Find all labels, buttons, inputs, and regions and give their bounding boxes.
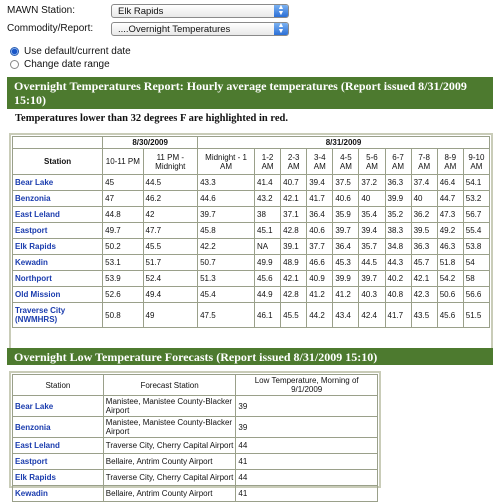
temperature-cell: 40 (411, 191, 437, 207)
temperature-cell: 47.3 (437, 207, 463, 223)
temperature-cell: 41.2 (333, 287, 359, 303)
temperature-cell: 42.2 (198, 239, 255, 255)
station-link[interactable]: Benzonia (13, 191, 103, 207)
forecast-station-link[interactable]: Elk Rapids (13, 470, 104, 486)
temperature-cell: 55.4 (463, 223, 489, 239)
temperature-cell: 43.4 (333, 303, 359, 328)
temperature-cell: 47.7 (143, 223, 198, 239)
temperature-cell: 39.9 (385, 191, 411, 207)
temperature-cell: 53.9 (103, 271, 143, 287)
temperature-cell: 39.7 (333, 223, 359, 239)
radio-change-label: Change date range (24, 59, 110, 70)
station-column-header: Station (13, 149, 103, 175)
hour-column-header: 3-4 AM (307, 149, 333, 175)
hour-column-header: 5-6 AM (359, 149, 385, 175)
forecast-low-cell: 41 (236, 486, 378, 502)
date2-header: 8/31/2009 (198, 137, 490, 149)
station-link[interactable]: Kewadin (13, 255, 103, 271)
forecast-source-cell: Bellaire, Antrim County Airport (103, 454, 236, 470)
temperature-cell: 51.8 (437, 255, 463, 271)
temperature-cell: 49.7 (103, 223, 143, 239)
temperature-cell: 34.8 (385, 239, 411, 255)
station-link[interactable]: Eastport (13, 223, 103, 239)
temperature-cell: 46.2 (143, 191, 198, 207)
station-select-value: Elk Rapids (118, 6, 164, 17)
temperature-cell: 45.6 (437, 303, 463, 328)
temperature-cell: 42 (143, 207, 198, 223)
table-row (13, 438, 378, 454)
temperature-cell: 47 (103, 191, 143, 207)
temperature-cell: 43.3 (198, 175, 255, 191)
temperature-cell: 45.7 (411, 255, 437, 271)
forecast-low-cell: 41 (236, 454, 378, 470)
temperature-cell: 42.8 (281, 223, 307, 239)
temperature-cell: 40.9 (307, 271, 333, 287)
table-row (13, 303, 490, 328)
report-title: Overnight Temperatures Report: Hourly average temperatures (Report issued 8/31/2009 15:10) (14, 79, 467, 107)
temperature-cell: 45.5 (281, 303, 307, 328)
forecast-title: Overnight Low Temperature Forecasts (Report issued 8/31/2009 15:10) (14, 350, 378, 364)
forecast-station-link[interactable]: Kewadin (13, 486, 104, 502)
temperature-cell: 42.1 (281, 271, 307, 287)
temperature-cell: 39.4 (359, 223, 385, 239)
temperature-cell: 44.3 (385, 255, 411, 271)
forecast-low-cell: 39 (236, 396, 378, 417)
temperature-cell: 45.1 (255, 223, 281, 239)
corner-cell (13, 137, 103, 149)
temperature-cell: 47.5 (198, 303, 255, 328)
table-row (13, 417, 378, 438)
temperature-cell: 44.6 (198, 191, 255, 207)
temperature-cell: 42.4 (359, 303, 385, 328)
select-arrows-icon: ▲ ▼ (274, 5, 288, 17)
temperature-cell: 42.1 (411, 271, 437, 287)
temperature-cell: 39.7 (359, 271, 385, 287)
temperature-cell: 40 (359, 191, 385, 207)
forecast-station-link[interactable]: Bear Lake (13, 396, 104, 417)
forecast-source-cell: Manistee, Manistee County-Blacker Airport (103, 396, 236, 417)
temperature-cell: 53.1 (103, 255, 143, 271)
temperature-cell: 46.6 (307, 255, 333, 271)
forecast-source-cell: Traverse City, Cherry Capital Airport (103, 438, 236, 454)
temperature-cell: 39.5 (411, 223, 437, 239)
hour-column-header: 2-3 AM (281, 149, 307, 175)
temperature-cell: 43.5 (411, 303, 437, 328)
temperature-cell: 58 (463, 271, 489, 287)
temperature-cell: 46.1 (255, 303, 281, 328)
temperature-cell: 40.7 (281, 175, 307, 191)
temperature-cell: 44.5 (359, 255, 385, 271)
temperature-cell: 35.9 (333, 207, 359, 223)
hour-column-header: 8-9 AM (437, 149, 463, 175)
forecast-low-cell: 44 (236, 438, 378, 454)
table-row (13, 470, 378, 486)
temperature-cell: 36.2 (411, 207, 437, 223)
temperature-cell: 44.7 (437, 191, 463, 207)
temperature-cell: 45.8 (198, 223, 255, 239)
temperature-cell: 49.9 (255, 255, 281, 271)
temperature-cell: 50.6 (437, 287, 463, 303)
table-row (13, 175, 490, 191)
temperature-cell: 49.2 (437, 223, 463, 239)
temperature-cell: 39.1 (281, 239, 307, 255)
temperature-cell: 46.4 (437, 175, 463, 191)
temperature-cell: 37.7 (307, 239, 333, 255)
hour-column-header: 10-11 PM (103, 149, 143, 175)
forecast-station-link[interactable]: Eastport (13, 454, 104, 470)
temperature-cell: 36.4 (307, 207, 333, 223)
forecast-station-header: Station (13, 375, 104, 396)
temperature-cell: 39.9 (333, 271, 359, 287)
temperature-cell: 44.8 (103, 207, 143, 223)
radio-default-date[interactable] (10, 46, 131, 57)
hour-column-header: 1-2 AM (255, 149, 281, 175)
table-row (13, 207, 490, 223)
temperature-cell: 54.1 (463, 175, 489, 191)
temperature-cell: 48.9 (281, 255, 307, 271)
temperature-cell: 37.1 (281, 207, 307, 223)
temperature-cell: 36.3 (385, 175, 411, 191)
forecast-source-header: Forecast Station (103, 375, 236, 396)
station-link[interactable]: Elk Rapids (13, 239, 103, 255)
temperature-cell: 41.4 (255, 175, 281, 191)
commodity-label: Commodity/Report: (7, 23, 94, 34)
temperature-cell: 54.2 (437, 271, 463, 287)
station-link[interactable]: Traverse City (NWMHRS) (13, 303, 103, 328)
temperature-cell: 50.8 (103, 303, 143, 328)
temperature-cell: 42.1 (281, 191, 307, 207)
temperature-cell: 45.4 (198, 287, 255, 303)
temperature-cell: 52.6 (103, 287, 143, 303)
station-link[interactable]: East Leland (13, 207, 103, 223)
temperature-cell: 54 (463, 255, 489, 271)
table-row (13, 287, 490, 303)
temperature-cell: 49 (143, 303, 198, 328)
forecast-station-link[interactable]: East Leland (13, 438, 104, 454)
radio-selected-icon[interactable] (10, 47, 19, 56)
temperature-cell: 36.3 (411, 239, 437, 255)
temperature-cell: 45.5 (143, 239, 198, 255)
temperature-cell: 41.7 (307, 191, 333, 207)
report-title-banner (7, 77, 493, 109)
temperature-cell: 56.7 (463, 207, 489, 223)
hourly-temperature-table (12, 136, 490, 328)
temperature-cell: 38.3 (385, 223, 411, 239)
highlight-note: Temperatures lower than 32 degrees F are highlighted in red. (15, 113, 288, 124)
temperature-cell: 42.8 (281, 287, 307, 303)
table-row (13, 239, 490, 255)
temperature-cell: 45.6 (255, 271, 281, 287)
radio-change-date[interactable] (10, 59, 110, 70)
temperature-cell: 38 (255, 207, 281, 223)
table-row (13, 396, 378, 417)
temperature-cell: 41.7 (385, 303, 411, 328)
temperature-cell: 37.4 (411, 175, 437, 191)
station-label: MAWN Station: (7, 5, 75, 16)
temperature-cell: 37.5 (333, 175, 359, 191)
temperature-cell: 43.2 (255, 191, 281, 207)
temperature-cell: 44.9 (255, 287, 281, 303)
temperature-cell: 44.5 (143, 175, 198, 191)
temperature-cell: 44.2 (307, 303, 333, 328)
hour-column-header: 4-5 AM (333, 149, 359, 175)
temperature-cell: 45.3 (333, 255, 359, 271)
forecast-source-cell: Bellaire, Antrim County Airport (103, 486, 236, 502)
temperature-cell: 49.4 (143, 287, 198, 303)
date1-header: 8/30/2009 (103, 137, 198, 149)
station-link[interactable]: Northport (13, 271, 103, 287)
table-row (13, 454, 378, 470)
temperature-cell: 39.4 (307, 175, 333, 191)
temperature-cell: 51.3 (198, 271, 255, 287)
radio-default-label: Use default/current date (24, 46, 131, 57)
temperature-cell: 53.2 (463, 191, 489, 207)
temperature-cell: 35.7 (359, 239, 385, 255)
station-link[interactable]: Old Mission (13, 287, 103, 303)
temperature-cell: 42.3 (411, 287, 437, 303)
temperature-cell: 50.7 (198, 255, 255, 271)
forecast-title-banner (7, 348, 493, 365)
temperature-cell: 37.2 (359, 175, 385, 191)
hour-column-header: 6-7 AM (385, 149, 411, 175)
forecast-station-link[interactable]: Benzonia (13, 417, 104, 438)
temperature-cell: 39.7 (198, 207, 255, 223)
forecast-source-cell: Traverse City, Cherry Capital Airport (103, 470, 236, 486)
table-row (13, 223, 490, 239)
hour-column-header: 11 PM - Midnight (143, 149, 198, 175)
select-arrows-icon: ▲ ▼ (274, 23, 288, 35)
forecast-low-cell: 44 (236, 470, 378, 486)
temperature-cell: 40.3 (359, 287, 385, 303)
temperature-cell: 40.2 (385, 271, 411, 287)
temperature-cell: 41.2 (307, 287, 333, 303)
forecast-table (12, 374, 378, 502)
forecast-low-header: Low Temperature, Morning of 9/1/2009 (236, 375, 378, 396)
radio-unselected-icon[interactable] (10, 60, 19, 69)
commodity-select-value: ....Overnight Temperatures (118, 24, 231, 35)
temperature-cell: 35.2 (385, 207, 411, 223)
hour-column-header: 7-8 AM (411, 149, 437, 175)
temperature-cell: 56.6 (463, 287, 489, 303)
temperature-cell: NA (255, 239, 281, 255)
temperature-cell: 40.6 (333, 191, 359, 207)
station-select[interactable] (111, 4, 289, 18)
temperature-cell: 36.4 (333, 239, 359, 255)
temperature-cell: 53.8 (463, 239, 489, 255)
table-row (13, 191, 490, 207)
commodity-select[interactable] (111, 22, 289, 36)
temperature-cell: 40.8 (385, 287, 411, 303)
temperature-cell: 50.2 (103, 239, 143, 255)
table-row (13, 255, 490, 271)
temperature-cell: 51.7 (143, 255, 198, 271)
station-row (7, 5, 83, 16)
commodity-row (7, 23, 94, 34)
hour-column-header: 9-10 AM (463, 149, 489, 175)
temperature-cell: 40.6 (307, 223, 333, 239)
temperature-cell: 52.4 (143, 271, 198, 287)
table-row (13, 271, 490, 287)
temperature-cell: 45 (103, 175, 143, 191)
station-link[interactable]: Bear Lake (13, 175, 103, 191)
forecast-low-cell: 39 (236, 417, 378, 438)
forecast-source-cell: Manistee, Manistee County-Blacker Airport (103, 417, 236, 438)
temperature-cell: 35.4 (359, 207, 385, 223)
temperature-cell: 51.5 (463, 303, 489, 328)
hour-column-header: Midnight - 1 AM (198, 149, 255, 175)
temperature-cell: 46.3 (437, 239, 463, 255)
